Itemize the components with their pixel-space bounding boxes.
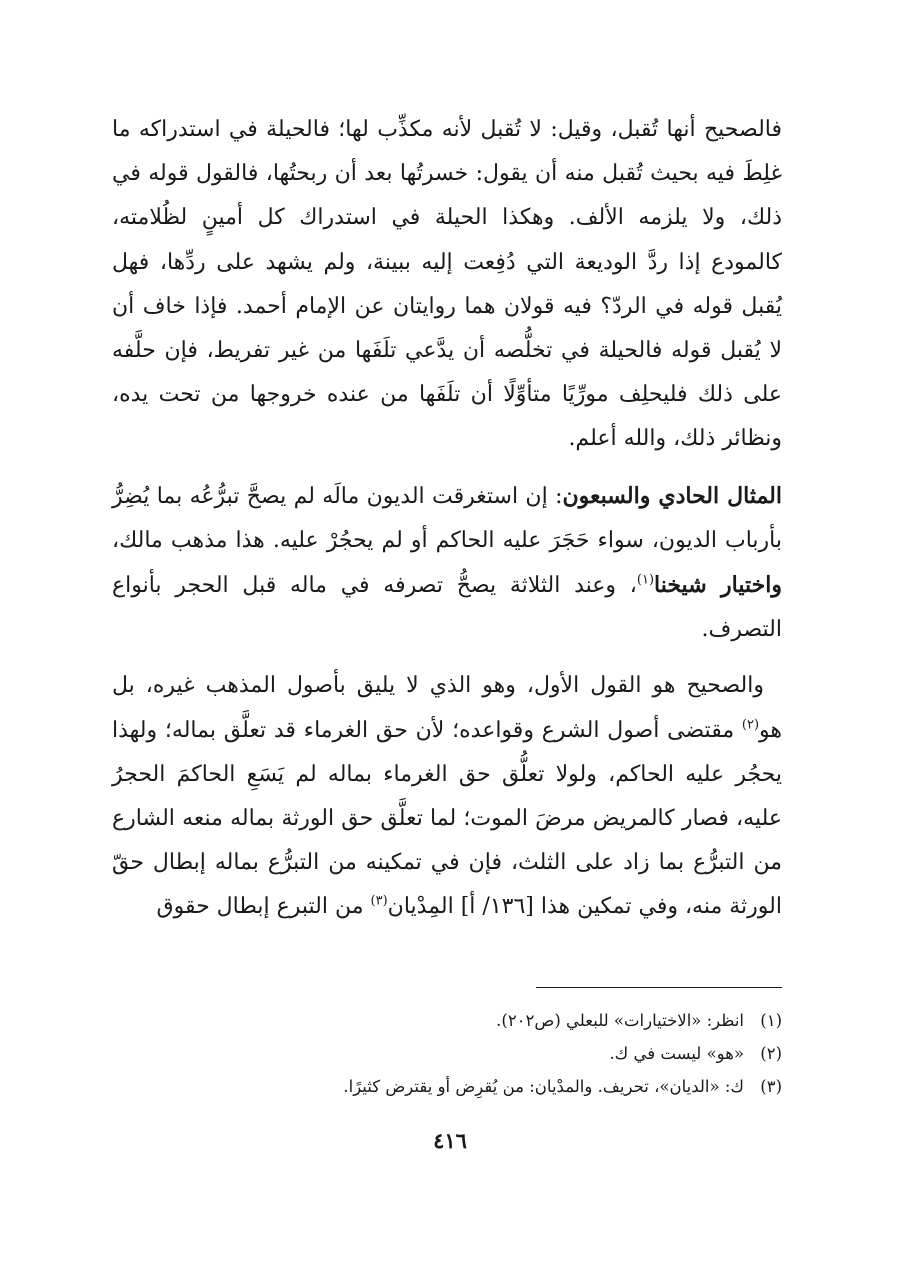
paragraph-2-text-a: : إن استغرقت الديون مالَه لم يصحَّ تبرُّعُه بما يُضِرُّ بأرباب الديون، سواء حَجَرَ عليه الحاكم أو لم يحجُرْ عليه. هذا مذهب مالك، xyxy=(112,483,782,553)
paragraph-3-text-a: والصحيح هو القول الأول، وهو الذي لا يليق بأصول المذهب غيره، بل هو xyxy=(112,673,782,743)
page-number: ٤١٦ xyxy=(433,1128,467,1153)
footnote-ref-1[interactable]: (١) xyxy=(636,572,655,588)
footnote-text: «هو» ليست في ك. xyxy=(609,1044,744,1063)
footnotes-list xyxy=(118,1004,782,1103)
footnote-ref-3[interactable]: (٣) xyxy=(370,894,388,910)
footnote-number: (١) xyxy=(760,1011,782,1030)
paragraph-3 xyxy=(112,664,782,929)
example-71-heading: المثال الحادي والسبعون xyxy=(562,482,782,509)
footnote-divider xyxy=(536,987,782,988)
footnote-text: انظر: «الاختيارات» للبعلي (ص٢٠٢). xyxy=(496,1011,744,1030)
footnote-item xyxy=(118,1037,782,1070)
paragraph-2 xyxy=(112,474,782,653)
footnote-item xyxy=(118,1004,782,1037)
footnote-number: (٣) xyxy=(760,1077,782,1096)
footnote-text: ك: «الديان»، تحريف. والمدْيان: من يُقرِض أو يقترض كثيرًا. xyxy=(343,1077,744,1096)
paragraph-1 xyxy=(112,108,782,462)
paragraph-1-text: فالصحيح أنها تُقبل، وقيل: لا تُقبل لأنه مكذِّب لها؛ فالحيلة في استدراكه ما غلِطَ فيه بحيث تُقبل منه أن يقول: خسرتُها بعد أن ربحتُها، فالقول قوله في ذلك، ولا يلزمه الألف. وهكذا الحيلة في استدراك كل أمينٍ لظُلامته، كالمودع إذا ردَّ الوديعة التي دُفِعت إليه ببينة، ولم يشهد على ردِّها، فهل يُقبل قوله في الردّ؟ فيه قولان هما روايتان عن الإمام أحمد. فإذا خاف أن لا يُقبل قوله فالحيلة في تخلُّصه أن يدَّعي تلَفَها من غير تفريط، فإن حلَّفه على ذلك فليحلِف مورِّيًا متأوِّلًا أن تلَفَها من عنده خروجها من تحت يده، ونظائر ذلك، والله أعلم. xyxy=(112,117,782,452)
shaykh-choice-label: واختيار شيخنا xyxy=(654,572,782,599)
footnote-item xyxy=(118,1070,782,1103)
paragraph-3-text-b: مقتضى أصول الشرع وقواعده؛ لأن حق الغرماء قد تعلَّق بماله؛ ولهذا يحجُر عليه الحاكم، ولولا تعلُّق حق الغرماء بماله لم يَسَعِ الحاكمَ الحجرُ عليه، فصار كالمريض مرضَ الموت؛ لما تعلَّق حق الورثة بماله منعه الشارع من التبرُّع بما زاد على الثلث، فإن في تمكينه من التبرُّع بماله إبطال حقّ الورثة منه، وفي تمكين هذا [١٣٦/ أ] المِدْيان xyxy=(112,717,782,920)
footnote-ref-2[interactable]: (٢) xyxy=(741,717,760,733)
paragraph-3-text-c: من التبرع إبطال حقوق xyxy=(156,894,371,920)
page-body xyxy=(112,108,782,930)
paragraph-2-text-b: ، وعند الثلاثة يصحُّ تصرفه في ماله قبل الحجر بأنواع التصرف. xyxy=(112,573,782,643)
footnote-number: (٢) xyxy=(760,1044,782,1063)
